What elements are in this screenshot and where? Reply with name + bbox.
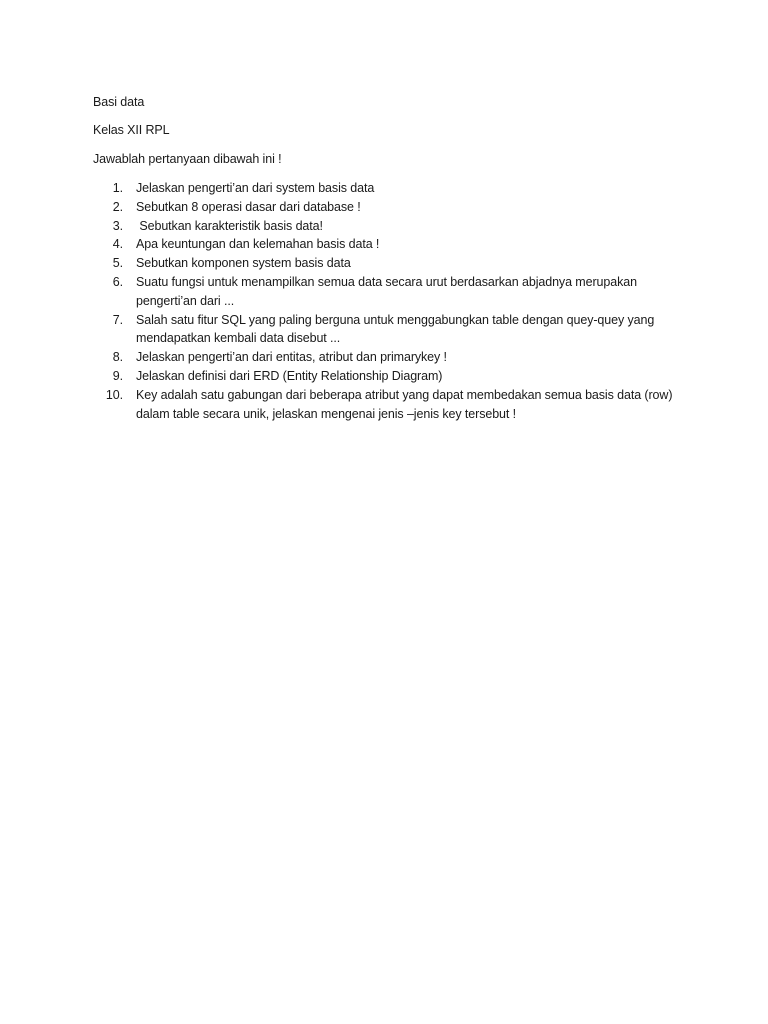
list-item bbox=[93, 235, 693, 254]
list-item bbox=[93, 348, 693, 367]
list-item bbox=[93, 273, 693, 311]
class-label: Kelas XII RPL bbox=[93, 123, 170, 137]
question-text: Key adalah satu gabungan dari beberapa atribut yang dapat membedakan semua basis data (row) dalam table secara unik, jelaskan mengenai jenis –jenis key tersebut ! bbox=[136, 387, 673, 421]
question-text: Jelaskan definisi dari ERD (Entity Relationship Diagram) bbox=[136, 368, 443, 383]
question-text: Sebutkan karakteristik basis data! bbox=[136, 218, 323, 233]
question-text: Jelaskan pengerti’an dari entitas, atribut dan primarykey ! bbox=[136, 350, 447, 365]
list-item bbox=[93, 217, 693, 236]
question-text: Jelaskan pengerti’an dari system basis data bbox=[136, 181, 375, 195]
question-number: 3. bbox=[112, 218, 123, 233]
question-number: 4. bbox=[112, 237, 123, 252]
document-title: Basi data bbox=[93, 95, 145, 109]
list-item bbox=[93, 386, 693, 424]
question-number: 8. bbox=[112, 350, 123, 365]
question-number: 7. bbox=[112, 312, 123, 327]
instruction-text: Jawablah pertanyaan dibawah ini ! bbox=[93, 152, 282, 166]
question-number: 1. bbox=[112, 181, 123, 195]
question-text: Sebutkan komponen system basis data bbox=[136, 256, 351, 271]
question-text: Apa keuntungan dan kelemahan basis data ! bbox=[136, 237, 380, 252]
question-number: 2. bbox=[112, 199, 123, 214]
list-item bbox=[93, 367, 693, 386]
question-number: 10. bbox=[105, 387, 123, 402]
question-text: Salah satu fitur SQL yang paling berguna untuk menggabungkan table dengan quey-quey yang mendapatkan kembali data disebut ... bbox=[136, 312, 655, 346]
list-item bbox=[93, 311, 693, 349]
question-number: 5. bbox=[112, 256, 123, 271]
list-item bbox=[93, 198, 693, 217]
list-item bbox=[93, 179, 693, 198]
question-list bbox=[93, 179, 693, 423]
question-number: 9. bbox=[112, 368, 123, 383]
question-text: Suatu fungsi untuk menampilkan semua data secara urut berdasarkan abjadnya merupakan pengerti’an dari ... bbox=[136, 274, 637, 308]
question-number: 6. bbox=[112, 274, 123, 289]
list-item bbox=[93, 254, 693, 273]
question-text: Sebutkan 8 operasi dasar dari database ! bbox=[136, 199, 361, 214]
